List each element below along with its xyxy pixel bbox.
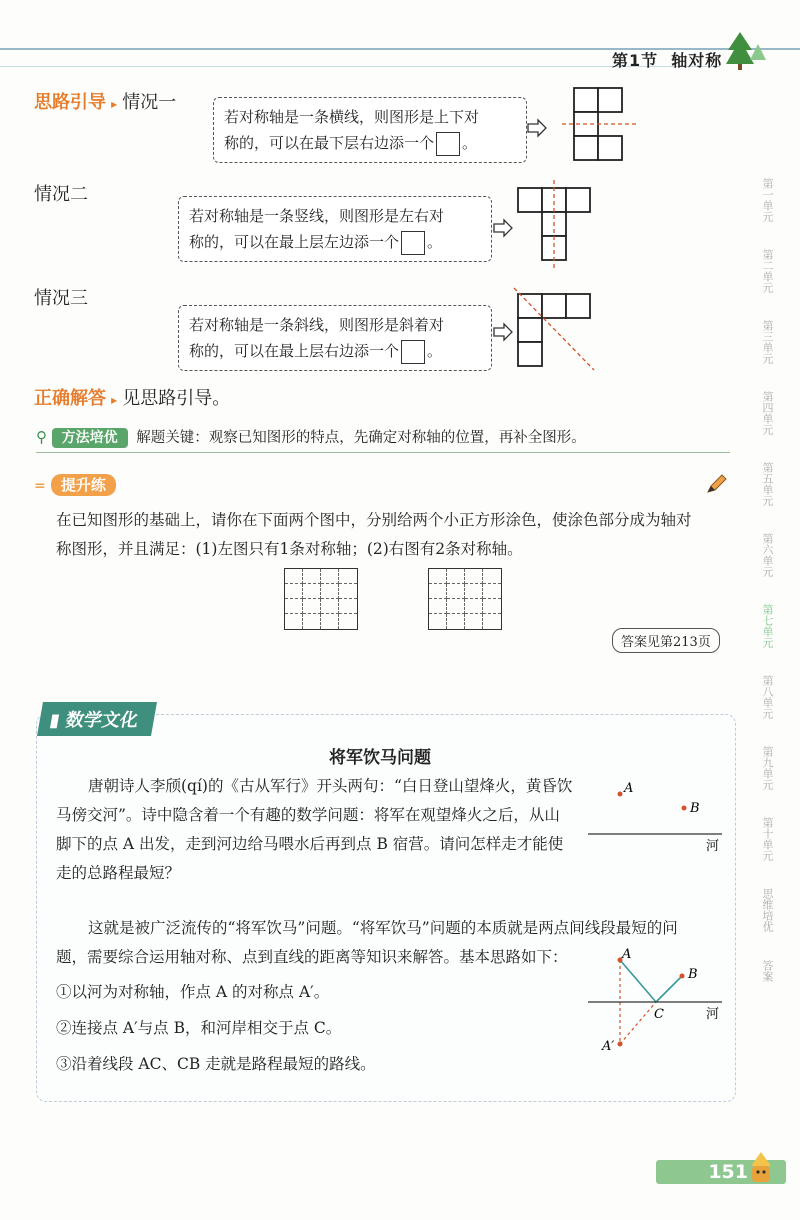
dash-icon: = [34,478,46,494]
case-3-title: 情况三 [34,288,88,309]
point-b-label: B [690,801,700,816]
magnifier-icon: ⚲ [36,428,47,446]
correct-answer: 正确解答 ▸ 见思路引导。 [34,388,231,409]
mascot-icon [746,1150,776,1188]
guide-heading: 思路引导 ▸ 情况一 [34,92,177,113]
culture-paragraph-2: 这就是被广泛流传的“将军饮马”问题。“将军饮马”问题的本质就是两点间线段最短的问 题，需要综合运用轴对称、点到直线的距离等知识来解答。基本思路如下： [56,919,678,966]
point-c-label: C [654,1007,664,1022]
step-2: ②连接点 A′与点 B，和河岸相交于点 C。 [56,1019,342,1037]
right-grid[interactable] [428,568,502,630]
blank-square [436,132,460,156]
method-text: 解题关键：观察已知图形的特点，先确定对称轴的位置，再补全图形。 [136,430,586,446]
step-1: ①以河为对称轴，作点 A 的对称点 A′。 [56,983,330,1001]
arrow-icon [526,118,550,138]
culture-paragraph-1: 唐朝诗人李颀(qí)的《古从军行》开头两句：“白日登山望烽火，黄昏饮 马傍交河”。诗中隐含着一个有趣的数学问题：将军在观望烽火之后，从山 脚下的点 A 出发，走到河边给马喂水后再到点 B 宿营。请问怎样走才能使 走的总路程最短？ [56,777,573,882]
method-label: 方法培优 [52,428,128,448]
answer-text: 见思路引导。 [122,388,231,409]
case-1-figure [560,84,640,166]
unit-tab[interactable]: 思维培优 [761,888,774,932]
unit-tab-active[interactable]: 第七单元 [761,604,774,648]
point-a-label: A [622,947,632,962]
point-a-label: A [624,781,634,796]
practice-label: 提升练 [51,474,116,496]
page-number: 151 [708,1161,748,1183]
point-b-label: B [688,967,698,982]
case-3-figure [512,286,596,372]
unit-tab[interactable]: 第一单元 [761,178,774,222]
case-3-box: 若对称轴是一条斜线，则图形是斜着对 称的，可以在最上层右边添一个 。 [178,305,492,371]
practice-text: 在已知图形的基础上，请你在下面两个图中，分别给两个小正方形涂色，使涂色部分成为轴对 称图形，并且满足：(1)左图只有1条对称轴；(2)右图有2条对称轴。 [56,511,692,558]
unit-tab[interactable]: 第五单元 [761,462,774,506]
header-title: 第1节 轴对称 [612,51,723,70]
culture-title: 将军饮马问题 [329,748,431,768]
step-3: ③沿着线段 AC、CB 走就是路程最短的路线。 [56,1055,376,1073]
case-2-box: 若对称轴是一条竖线，则图形是左右对 称的，可以在最上层左边添一个 。 [178,196,492,262]
culture-steps [56,974,576,1082]
tree-icon [724,30,770,72]
unit-tab[interactable]: 第二单元 [761,249,774,293]
arrow-icon [492,218,516,238]
answer-reference[interactable]: 答案见第213页 [612,628,720,653]
unit-tab[interactable]: 答案 [761,960,774,982]
unit-tab[interactable]: 第四单元 [761,391,774,435]
case-2-title: 情况二 [34,184,88,205]
river-figure-1 [586,776,726,856]
river-label: 河 [706,839,720,854]
answer-label: 正确解答 [34,388,106,409]
unit-tab[interactable]: 第三单元 [761,320,774,364]
point-a-prime-label: A′ [602,1039,615,1054]
book-icon: ▮ [47,710,62,731]
left-grid[interactable] [284,568,358,630]
river-label: 河 [706,1007,720,1022]
unit-tab[interactable]: 第十单元 [761,817,774,861]
river-figure-2 [586,944,726,1064]
unit-tab[interactable]: 第六单元 [761,533,774,577]
unit-tabs [752,170,782,1002]
culture-label: ▮ 数学文化 [37,702,157,736]
blank-square [401,231,425,255]
guide-label: 思路引导 [34,92,106,113]
unit-tab[interactable]: 第九单元 [761,746,774,790]
case-1-box: 若对称轴是一条横线，则图形是上下对 称的，可以在最下层右边添一个 。 [213,97,527,163]
unit-tab[interactable]: 第八单元 [761,675,774,719]
method-row [36,426,586,447]
pencil-icon [704,474,728,496]
case-2-figure [514,180,594,272]
practice-heading [34,474,116,495]
blank-square [401,340,425,364]
case-1-title: 情况一 [122,92,177,113]
